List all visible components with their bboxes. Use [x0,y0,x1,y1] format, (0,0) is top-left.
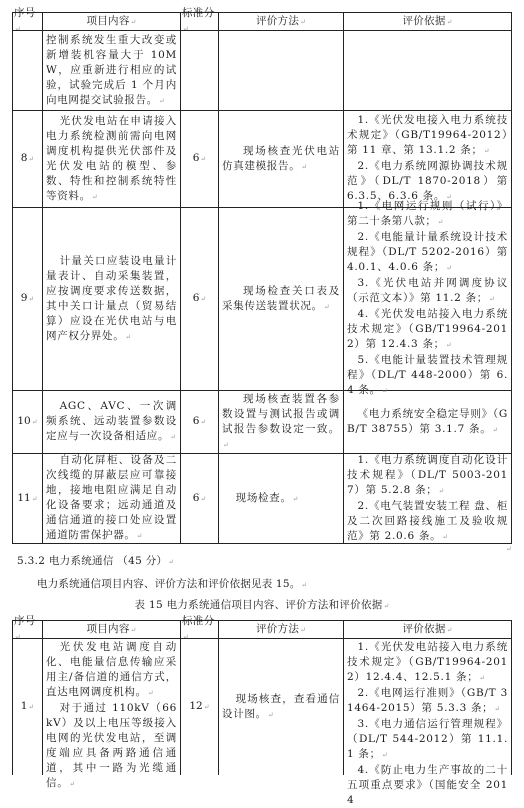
table-row [13,31,512,111]
basis-item: 1.《光伏发电站接入电力系统技术规定》（GB/T19964-2012）12.4.4、12.5.1 条； ↵ [347,640,508,686]
table-header-row [13,7,512,31]
row-number [13,208,43,391]
item-content [43,208,181,391]
header-cell [219,621,344,639]
score-text: 6 ↵ [193,491,207,507]
header-score: 标准分 ↵ [182,614,217,645]
basis-item: 4.《光伏发电站接入电力系统技术规定》（GB/T19964-2012）第 12.4.3 条； ↵ [347,307,508,353]
method-text: 现场核查装置各参数设置与测试报告或调试报告参数设定一致。 ↵ [222,392,340,453]
score-text: 6 ↵ [193,151,207,167]
method-text: 现场核查光伏电站仿真建模报告。 ↵ [222,144,340,175]
row-number-text: 8 ↵ [21,151,35,167]
item-content [43,31,181,111]
basis-item: 2.《电气装置安装工程 盘、柜及二次回路接线施工及验收规范》第 2.0.6 条。 ↵ [347,499,508,545]
content-paragraph: AGC、AVC、一次调频系统、远动装置参数设定应与一次设备相适应。 ↵ [46,399,177,445]
evaluation-basis [344,200,512,396]
header-cell [344,621,512,639]
standard-score [181,111,219,208]
basis-item: 5.《电能计量装置技术管理规程》（DL/T 448-2000）第 6.4 条。 ↵ [347,353,508,399]
header-basis: 评价依据 ↵ [402,14,452,30]
content-paragraph: 对于通过 110kV（66kV）及以上电压等级接入电网的光伏发电站，至调度端应具备两路通信通道，其中一路为光缆通信。 ↵ [46,701,177,792]
evaluation-basis [344,391,512,454]
header-no: 序号 ↵ [14,6,41,37]
table-row [13,111,512,208]
row-number-text: 1 ↵ [21,699,35,715]
basis-item: 1.《电力系统调度自动化设计技术规程》（DL/T 5003-2017）第 5.2.8 条； ↵ [347,453,508,499]
item-content [43,454,181,544]
item-content [43,391,181,454]
header-method: 评价方法 ↵ [256,622,306,638]
basis-item: 2.《电能量计量系统设计技术规程》（DL/T 5202-2016）第 4.0.1、4.0.6 条； ↵ [347,230,508,276]
row-number [13,31,43,111]
evaluation-method [219,111,344,208]
upper-table [12,7,512,544]
content-paragraph: 控制系统发生重大改变或新增装机容量大于 10MW，应重新进行相应的试验，试验完成后 1 个月内向电网提交试验报告。 ↵ [46,33,177,109]
score-text: 12 ↵ [189,699,209,715]
header-cell [344,13,512,31]
header-cell [43,621,181,639]
evaluation-basis [344,111,512,208]
header-basis: 评价依据 ↵ [402,622,452,638]
header-method: 评价方法 ↵ [256,14,306,30]
table-row [13,454,512,544]
header-cell [13,615,43,639]
evaluation-basis [344,31,512,111]
header-cell [13,7,43,31]
basis-item: 4.《防止电力生产事故的二十五项重点要求》（国能安全 2014 [347,764,508,806]
basis-item: 2.《电力系统网源协调技术规范》（DL/T 1870-2018）第 6.3.5、6.3.6 条。 ↵ [347,159,508,205]
standard-score [181,639,219,775]
method-text: 现场核查，查看通信设计图。 ↵ [222,692,340,723]
header-no: 序号 ↵ [14,614,41,645]
row-number-text: 10 ↵ [17,414,37,430]
evaluation-method [219,639,344,775]
score-text: 6 ↵ [193,291,207,307]
score-text: 6 ↵ [193,414,207,430]
standard-score [181,391,219,454]
content-paragraph: 自动化屏柜、设备及二次线缆的屏蔽层应可靠接地，接地电阻应满足自动化设备要求；远动通道及通信通道的接口处应设置通道防雷保护器。 ↵ [46,453,177,544]
header-content: 项目内容 ↵ [86,622,136,638]
header-cell [181,7,219,31]
basis-item: 3.《光伏电站并网调度协议（示范文本）》第 11.2 条； ↵ [347,276,508,307]
table-row [13,391,512,454]
content-paragraph: 光伏发电站在申请接入电力系统检测前需向电网调度机构提供光伏部件及光伏发电站的模型、参数、特性和控制系统特性等资料。 ↵ [46,114,177,205]
row-number [13,111,43,208]
evaluation-method [219,31,344,111]
standard-score [181,454,219,544]
table-row [13,639,512,806]
basis-item: 3.《电力通信运行管理规程》（DL/T 544-2012）第 11.1.1 条； ↵ [347,717,508,763]
table-row [13,200,512,396]
basis-item: 1.《光伏发电接入电力系统技术规定》（GB/T19964-2012）第 11 章、第 13.1.2 条； ↵ [347,113,508,159]
table-header-row [13,615,512,639]
standard-score [181,31,219,111]
basis-item: 《电力系统安全稳定导则》（GB/T 38755）第 3.1.7 条。 ↵ [347,407,508,438]
lower-table [12,615,512,806]
row-number [13,639,43,775]
item-content [43,111,181,208]
basis-item: 2.《电网运行准则》（GB/T 31464-2015）第 5.3.3 条； ↵ [347,686,508,717]
row-number-text: 9 ↵ [21,291,35,307]
content-paragraph: 计量关口应装设电量计量表计、自动采集装置，应按调度要求传送数据，其中关口计量点（贸易结算）应设在光伏电站与电网产权分界处。 ↵ [46,254,177,345]
row-number [13,454,43,544]
evaluation-basis [344,454,512,544]
header-score: 标准分 ↵ [182,6,217,37]
method-text: 现场检查关口表及采集传送装置状况。 ↵ [222,284,340,315]
table-end-mark [506,542,514,552]
section-heading: 5.3.2 电力系统通信 （45 分） ↵ [17,553,174,570]
item-content [43,639,181,789]
header-cell [219,13,344,31]
header-cell [43,13,181,31]
header-cell [181,615,219,639]
standard-score [181,208,219,391]
row-number [13,391,43,454]
evaluation-method [219,454,344,544]
evaluation-method [219,208,344,391]
header-content: 项目内容 ↵ [86,14,136,30]
evaluation-basis [344,639,512,806]
content-paragraph: 光伏发电站调度自动化、电能量信息传输应采用主/备信道的通信方式，直达电网调度机构。 ↵ [46,640,177,701]
method-text: 现场检查。 ↵ [222,491,340,507]
section-intro: 电力系统通信项目内容、评价方法和评价依据见表 15。 ↵ [37,576,307,593]
evaluation-method [219,391,344,454]
basis-item: 1.《电网运行规则（试行）》第二十条第八款； ↵ [347,199,508,230]
table-caption: 表 15 电力系统通信项目内容、评价方法和评价依据 ↵ [0,597,524,614]
row-number-text: 11 ↵ [17,491,37,507]
